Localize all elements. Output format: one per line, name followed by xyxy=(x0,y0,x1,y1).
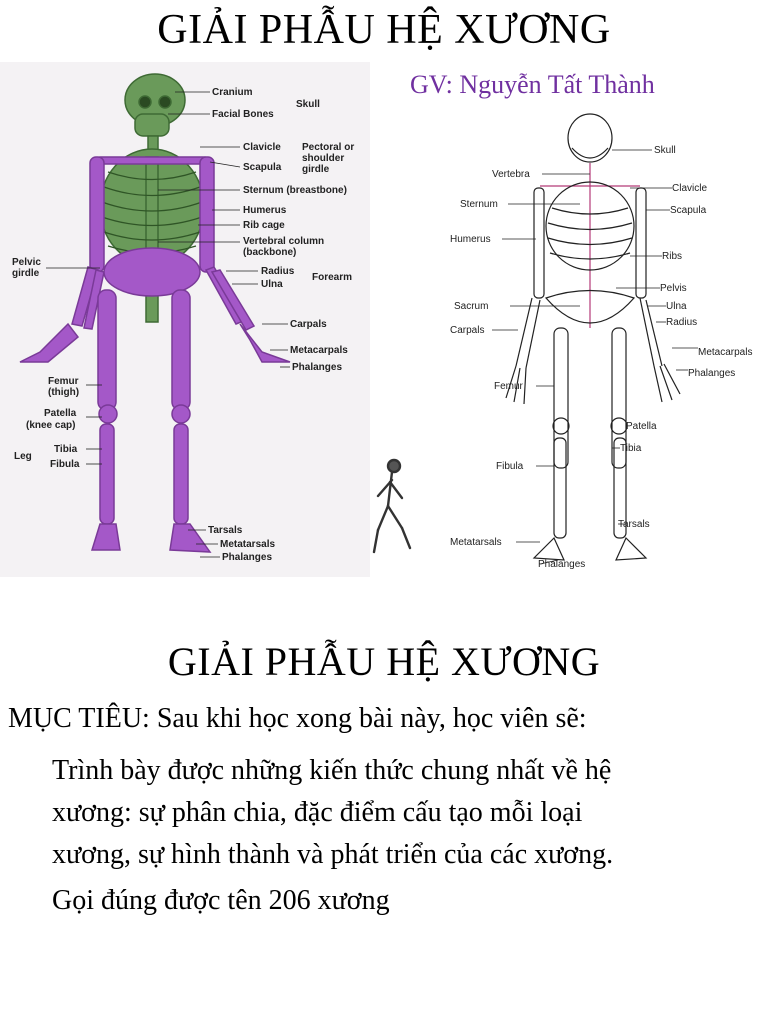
label-metatarsals: Metatarsals xyxy=(220,539,276,550)
objective-point-1-line-3: xương, sự hình thành và phát triển của các xương. xyxy=(52,839,614,870)
slide-1-title: GIẢI PHẪU HỆ XƯƠNG xyxy=(157,7,611,53)
r-label-pelvis: Pelvis xyxy=(660,283,687,294)
label-pelvic-girdle: girdle xyxy=(12,268,40,279)
label-cranium: Cranium xyxy=(212,87,253,98)
label-sternum: Sternum (breastbone) xyxy=(243,185,347,196)
r-label-sacrum: Sacrum xyxy=(454,301,489,312)
slide-2-title: GIẢI PHẪU HỆ XƯƠNG xyxy=(167,639,601,684)
r-label-humerus: Humerus xyxy=(450,234,491,245)
label-radius: Radius xyxy=(261,266,295,277)
r-label-phalanges: Phalanges xyxy=(688,368,736,379)
objective-point-2: Gọi đúng được tên 206 xương xyxy=(52,885,390,916)
label-shoulder: shoulder xyxy=(302,153,345,164)
label-phalanges: Phalanges xyxy=(292,362,343,373)
label-vertebral-column: Vertebral column xyxy=(243,236,325,247)
label-thigh: (thigh) xyxy=(48,387,80,398)
label-phalanges-foot: Phalanges xyxy=(222,552,273,563)
label-ulna: Ulna xyxy=(261,279,283,290)
label-pectoral: Pectoral or xyxy=(302,142,355,153)
label-femur: Femur xyxy=(48,376,79,387)
label-rib-cage: Rib cage xyxy=(243,220,285,231)
label-forearm: Forearm xyxy=(312,272,353,283)
label-backbone: (backbone) xyxy=(243,247,297,258)
label-tibia: Tibia xyxy=(54,444,78,455)
objective-point-1-line-2: xương: sự phân chia, đặc điểm cấu tạo mỗi loại xyxy=(52,797,583,828)
teacher-name: GV: Nguyễn Tất Thành xyxy=(410,70,655,99)
walking-skeleton-icon xyxy=(364,456,420,560)
label-carpals: Carpals xyxy=(290,319,327,330)
label-patella: Patella xyxy=(44,408,77,419)
r-label-femur: Femur xyxy=(494,381,523,392)
r-label-skull: Skull xyxy=(654,145,676,156)
r-label-fibula: Fibula xyxy=(496,461,524,472)
r-label-metatarsals: Metatarsals xyxy=(450,537,502,548)
r-label-clavicle: Clavicle xyxy=(672,183,708,194)
line-skeleton-diagram xyxy=(440,108,768,578)
label-fibula: Fibula xyxy=(50,459,80,470)
r-label-radius: Radius xyxy=(666,317,698,328)
r-label-scapula: Scapula xyxy=(670,205,707,216)
label-facial-bones: Facial Bones xyxy=(212,109,274,120)
objective-point-1 xyxy=(52,750,752,876)
label-metacarpals: Metacarpals xyxy=(290,345,348,356)
slide-2 xyxy=(0,590,768,1024)
r-label-ribs: Ribs xyxy=(662,251,683,262)
label-scapula: Scapula xyxy=(243,162,282,173)
r-label-phalanges-foot: Phalanges xyxy=(538,559,586,570)
r-label-metacarpals: Metacarpals xyxy=(698,347,753,358)
label-leg: Leg xyxy=(14,451,32,462)
r-label-carpals: Carpals xyxy=(450,325,485,336)
label-girdle: girdle xyxy=(302,164,330,175)
objective-heading: MỤC TIÊU: Sau khi học xong bài này, học viên sẽ: xyxy=(8,703,587,734)
r-label-vertebra: Vertebra xyxy=(492,169,530,180)
r-label-sternum: Sternum xyxy=(460,199,498,210)
label-tarsals: Tarsals xyxy=(208,525,243,536)
label-knee-cap: (knee cap) xyxy=(26,420,76,431)
label-pelvic: Pelvic xyxy=(12,257,41,268)
label-skull: Skull xyxy=(296,99,320,110)
r-label-patella: Patella xyxy=(626,421,657,432)
objective-point-1-line-1: Trình bày được những kiến thức chung nhất về hệ xyxy=(52,755,612,786)
colored-skeleton-diagram xyxy=(0,62,370,577)
r-label-ulna: Ulna xyxy=(666,301,687,312)
r-label-tibia: Tibia xyxy=(620,443,642,454)
label-clavicle: Clavicle xyxy=(243,142,281,153)
r-label-tarsals: Tarsals xyxy=(618,519,650,530)
label-humerus: Humerus xyxy=(243,205,287,216)
